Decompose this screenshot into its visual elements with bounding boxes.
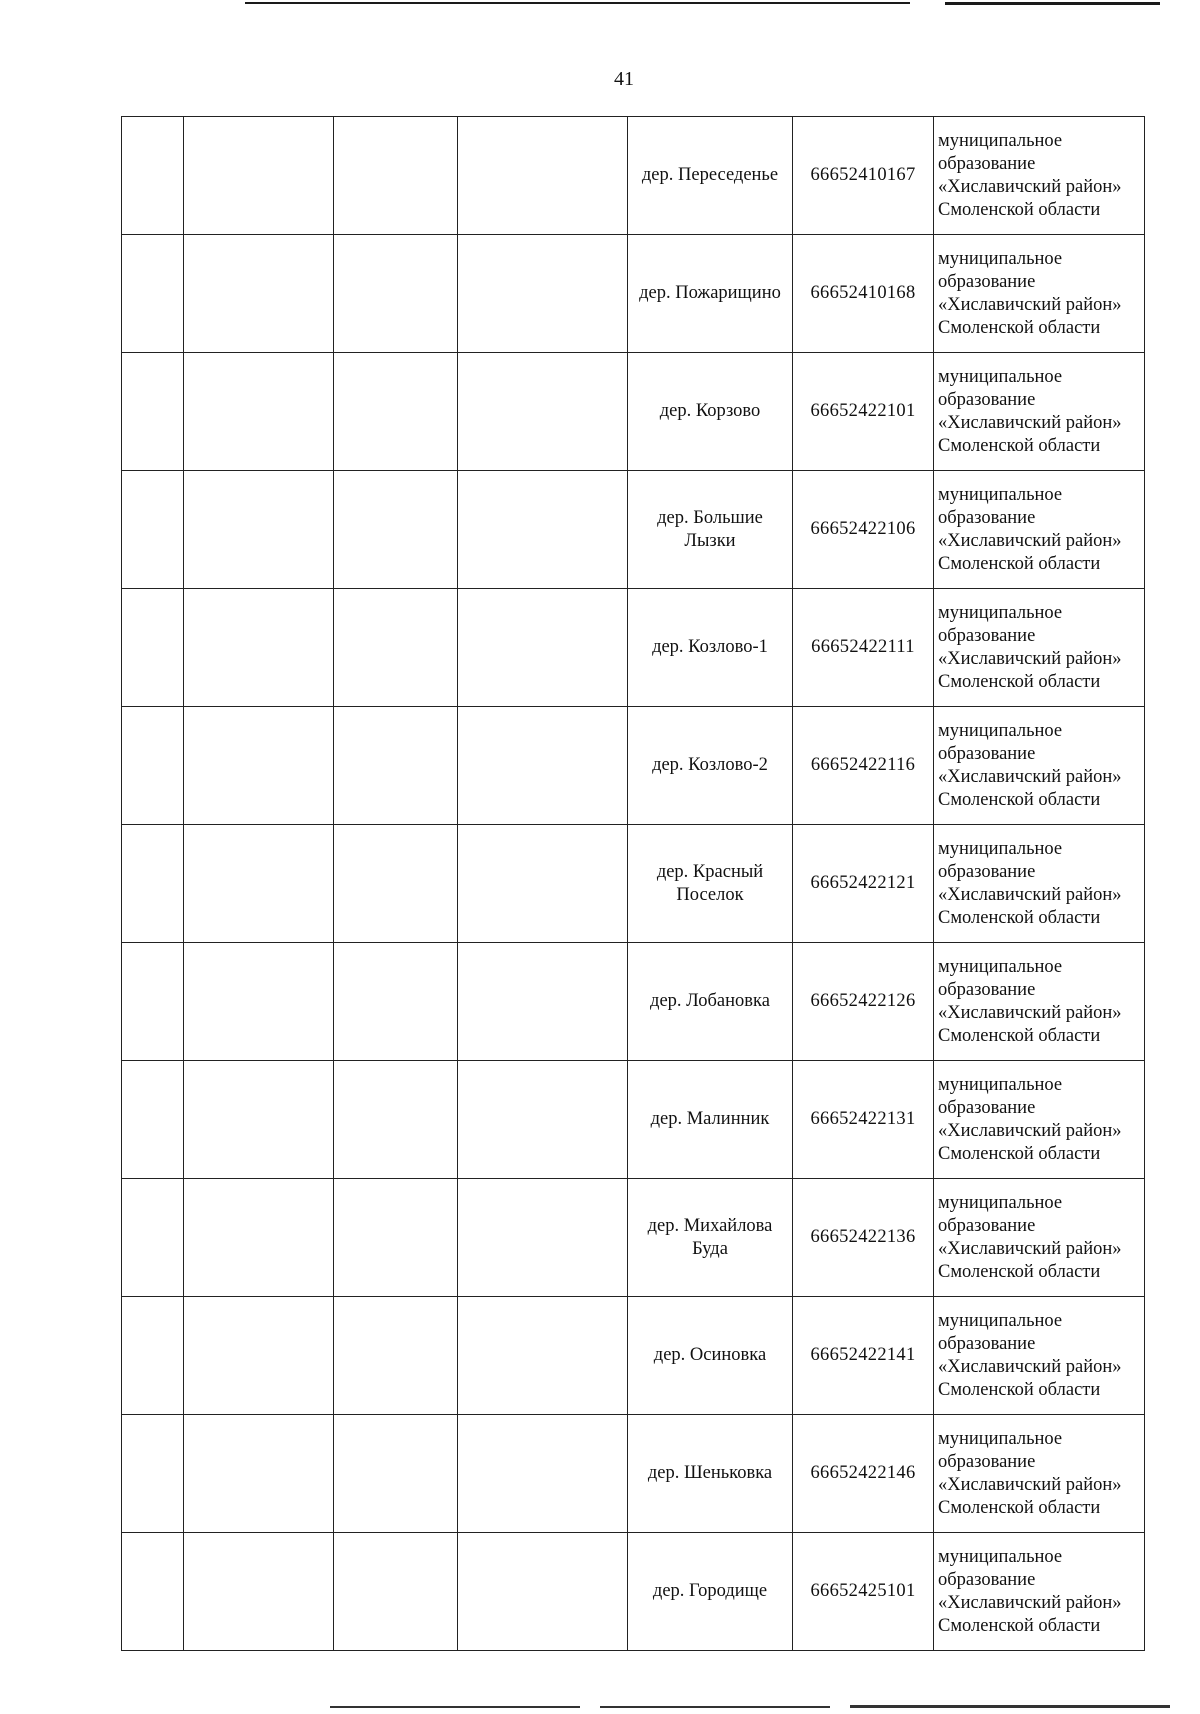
municipality-name: муниципальное образование «Хиславичский район» Смоленской области bbox=[934, 1179, 1145, 1297]
empty-cell bbox=[334, 1297, 458, 1415]
empty-cell bbox=[122, 117, 184, 235]
empty-cell bbox=[184, 589, 334, 707]
table-row bbox=[122, 1061, 1145, 1179]
empty-cell bbox=[122, 589, 184, 707]
empty-cell bbox=[458, 1533, 628, 1651]
oktmo-code: 66652422126 bbox=[793, 943, 934, 1061]
empty-cell bbox=[184, 471, 334, 589]
empty-cell bbox=[122, 235, 184, 353]
settlement-name: дер. Большие Лызки bbox=[628, 471, 793, 589]
table-row bbox=[122, 589, 1145, 707]
empty-cell bbox=[334, 707, 458, 825]
empty-cell bbox=[122, 353, 184, 471]
empty-cell bbox=[122, 1179, 184, 1297]
empty-cell bbox=[122, 1297, 184, 1415]
empty-cell bbox=[122, 825, 184, 943]
scan-edge-line bbox=[600, 1706, 830, 1708]
empty-cell bbox=[122, 943, 184, 1061]
municipality-name: муниципальное образование «Хиславичский район» Смоленской области bbox=[934, 353, 1145, 471]
oktmo-code: 66652422121 bbox=[793, 825, 934, 943]
empty-cell bbox=[122, 707, 184, 825]
empty-cell bbox=[334, 825, 458, 943]
empty-cell bbox=[184, 235, 334, 353]
oktmo-code: 66652422146 bbox=[793, 1415, 934, 1533]
empty-cell bbox=[334, 1415, 458, 1533]
scan-edge-line bbox=[330, 1706, 580, 1708]
settlement-name: дер. Осиновка bbox=[628, 1297, 793, 1415]
empty-cell bbox=[184, 1415, 334, 1533]
municipality-name: муниципальное образование «Хиславичский район» Смоленской области bbox=[934, 1533, 1145, 1651]
municipality-name: муниципальное образование «Хиславичский район» Смоленской области bbox=[934, 1415, 1145, 1533]
settlement-name: дер. Лобановка bbox=[628, 943, 793, 1061]
scan-edge-line bbox=[245, 2, 910, 4]
oktmo-code: 66652425101 bbox=[793, 1533, 934, 1651]
table-row bbox=[122, 1415, 1145, 1533]
oktmo-code: 66652422111 bbox=[793, 589, 934, 707]
municipality-name: муниципальное образование «Хиславичский район» Смоленской области bbox=[934, 707, 1145, 825]
oktmo-code: 66652422101 bbox=[793, 353, 934, 471]
empty-cell bbox=[458, 1061, 628, 1179]
settlement-name: дер. Михайлова Буда bbox=[628, 1179, 793, 1297]
scan-edge-line bbox=[945, 2, 1160, 5]
municipality-name: муниципальное образование «Хиславичский район» Смоленской области bbox=[934, 825, 1145, 943]
municipality-name: муниципальное образование «Хиславичский район» Смоленской области bbox=[934, 1297, 1145, 1415]
empty-cell bbox=[122, 471, 184, 589]
table-row bbox=[122, 1533, 1145, 1651]
table-row bbox=[122, 117, 1145, 235]
empty-cell bbox=[458, 707, 628, 825]
table-row bbox=[122, 353, 1145, 471]
empty-cell bbox=[334, 353, 458, 471]
empty-cell bbox=[334, 1533, 458, 1651]
oktmo-code: 66652422116 bbox=[793, 707, 934, 825]
empty-cell bbox=[184, 943, 334, 1061]
oktmo-code: 66652422136 bbox=[793, 1179, 934, 1297]
empty-cell bbox=[334, 235, 458, 353]
municipality-name: муниципальное образование «Хиславичский район» Смоленской области bbox=[934, 235, 1145, 353]
empty-cell bbox=[184, 1179, 334, 1297]
empty-cell bbox=[184, 353, 334, 471]
scan-edge-line bbox=[850, 1705, 1170, 1708]
settlement-name: дер. Пожарищино bbox=[628, 235, 793, 353]
settlement-name: дер. Переседенье bbox=[628, 117, 793, 235]
table-row bbox=[122, 1179, 1145, 1297]
empty-cell bbox=[334, 117, 458, 235]
empty-cell bbox=[334, 471, 458, 589]
settlement-name: дер. Козлово-2 bbox=[628, 707, 793, 825]
settlement-name: дер. Красный Поселок bbox=[628, 825, 793, 943]
settlement-name: дер. Шеньковка bbox=[628, 1415, 793, 1533]
table-row bbox=[122, 235, 1145, 353]
empty-cell bbox=[458, 353, 628, 471]
page-number: 41 bbox=[614, 68, 634, 90]
settlement-name: дер. Корзово bbox=[628, 353, 793, 471]
empty-cell bbox=[458, 235, 628, 353]
empty-cell bbox=[458, 1179, 628, 1297]
table-row bbox=[122, 1297, 1145, 1415]
settlement-name: дер. Городище bbox=[628, 1533, 793, 1651]
empty-cell bbox=[184, 1533, 334, 1651]
settlement-name: дер. Малинник bbox=[628, 1061, 793, 1179]
municipality-name: муниципальное образование «Хиславичский район» Смоленской области bbox=[934, 1061, 1145, 1179]
empty-cell bbox=[184, 825, 334, 943]
empty-cell bbox=[458, 825, 628, 943]
oktmo-code: 66652410167 bbox=[793, 117, 934, 235]
municipality-name: муниципальное образование «Хиславичский район» Смоленской области bbox=[934, 471, 1145, 589]
empty-cell bbox=[458, 943, 628, 1061]
municipality-name: муниципальное образование «Хиславичский район» Смоленской области bbox=[934, 117, 1145, 235]
table-row bbox=[122, 471, 1145, 589]
empty-cell bbox=[334, 1179, 458, 1297]
empty-cell bbox=[458, 117, 628, 235]
empty-cell bbox=[458, 1297, 628, 1415]
table-body bbox=[122, 117, 1145, 1651]
oktmo-code: 66652422141 bbox=[793, 1297, 934, 1415]
oktmo-code: 66652410168 bbox=[793, 235, 934, 353]
empty-cell bbox=[122, 1533, 184, 1651]
empty-cell bbox=[122, 1415, 184, 1533]
empty-cell bbox=[458, 1415, 628, 1533]
settlement-name: дер. Козлово-1 bbox=[628, 589, 793, 707]
table-row bbox=[122, 707, 1145, 825]
oktmo-code: 66652422131 bbox=[793, 1061, 934, 1179]
empty-cell bbox=[458, 471, 628, 589]
empty-cell bbox=[458, 589, 628, 707]
empty-cell bbox=[122, 1061, 184, 1179]
empty-cell bbox=[334, 943, 458, 1061]
empty-cell bbox=[184, 1061, 334, 1179]
oktmo-code: 66652422106 bbox=[793, 471, 934, 589]
table-row bbox=[122, 943, 1145, 1061]
table-row bbox=[122, 825, 1145, 943]
empty-cell bbox=[184, 117, 334, 235]
municipality-name: муниципальное образование «Хиславичский район» Смоленской области bbox=[934, 589, 1145, 707]
empty-cell bbox=[334, 1061, 458, 1179]
empty-cell bbox=[334, 589, 458, 707]
settlements-table bbox=[121, 116, 1145, 1651]
municipality-name: муниципальное образование «Хиславичский район» Смоленской области bbox=[934, 943, 1145, 1061]
empty-cell bbox=[184, 707, 334, 825]
empty-cell bbox=[184, 1297, 334, 1415]
